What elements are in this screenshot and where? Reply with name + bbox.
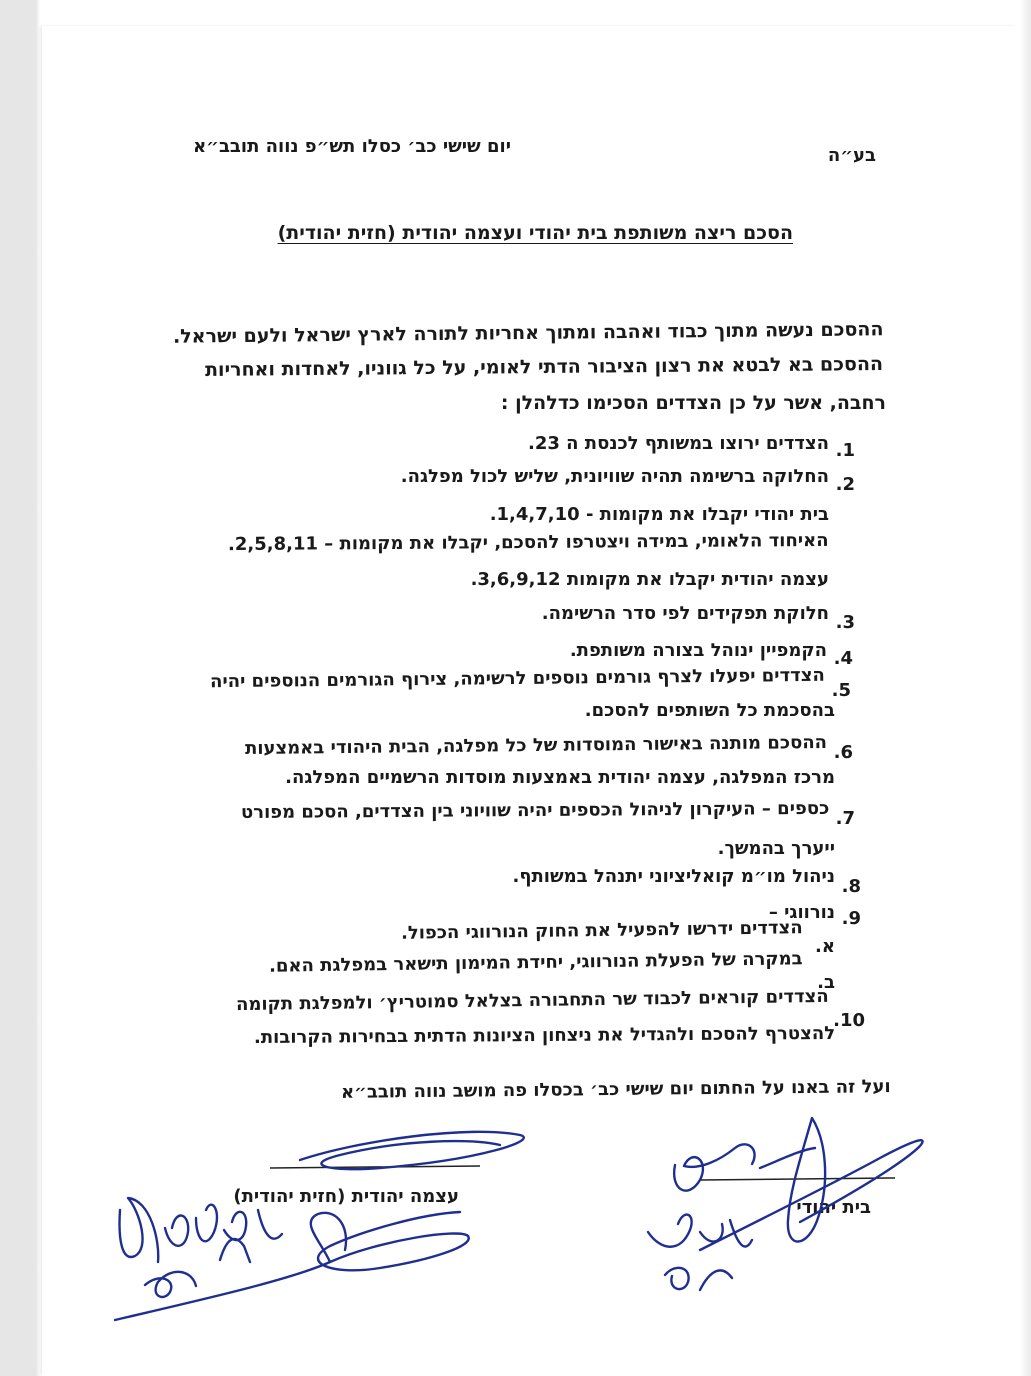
item-number: 1. [835, 440, 855, 461]
item-text: הקמפיין ינוהל בצורה משותפת. [569, 640, 827, 661]
item-number: 4. [833, 648, 853, 669]
intro-line-3: רחבה, אשר על כן הצדדים הסכימו כדלהלן : [500, 392, 886, 414]
item-text: הצדדים ירוצו במשותף לכנסת ה 23. [527, 433, 829, 454]
item-text: חלוקת תפקידים לפי סדר הרשימה. [541, 603, 829, 624]
document-title: הסכם ריצה משותפת בית יהודי ועצמה יהודית (חזית יהודית) [277, 222, 793, 244]
item-number: 10. [833, 1010, 865, 1031]
item-number: 9. [841, 908, 861, 929]
item-text: במקרה של הפעלת הנורווגי, יחידת המימון תישאר במפלגת האם. [269, 948, 804, 977]
item-number: 5. [831, 680, 851, 701]
item-number: א. [815, 936, 835, 957]
intro-line-2: ההסכם בא לבטא את רצון הציבור הדתי לאומי, על כל גווניו, לאחדות ואחריות [204, 353, 884, 381]
item-number: 2. [835, 474, 855, 495]
item-number: 7. [835, 808, 855, 829]
intro-line-1: ההסכם נעשה מתוך כבוד ואהבה ומתוך אחריות לתורה לארץ ישראל ולעם ישראל. [172, 318, 884, 348]
item-number: 8. [841, 876, 861, 897]
item-text: הצדדים יפעלו לצרף גורמים נוספים לרשימה, צירוף הגורמים הנוספים יהיה [210, 664, 826, 693]
signature-label-otzma: עצמה יהודית (חזית יהודית) [233, 1186, 459, 1207]
item-text: האיחוד הלאומי, במידה ויצטרפו להסכם, יקבלו את מקומות – 2,5,8,11. [228, 529, 830, 556]
item-text: מרכז המפלגה, עצמה יהודית באמצעות מוסדות הרשמיים המפלגה. [285, 767, 835, 788]
item-text: ייערך בהמשך. [717, 838, 835, 859]
item-text: ההסכם מותנה באישור המוסדות של כל מפלגה, הבית היהודי באמצעות [244, 731, 828, 760]
date-line: יום שישי כב׳ כסלו תש״פ נווה תובב״א [193, 136, 511, 157]
item-text: הצדדים ידרשו להפעיל את החוק הנורווגי הכפול. [401, 917, 804, 944]
besiyata-header: בע״ה [827, 145, 876, 166]
item-text: הצדדים קוראים לכבוד שר התחבורה בצלאל סמוטריץ׳ ולמפלגת תקומה [236, 985, 830, 1016]
item-number: 6. [833, 742, 853, 763]
closing-line: ועל זה באנו על החתום יום שישי כב׳ בכסלו פה מושב נווה תובב״א [341, 1076, 892, 1103]
item-text: החלוקה ברשימה תהיה שוויונית, שליש לכול מפלגה. [400, 466, 829, 487]
item-number: 3. [835, 612, 855, 633]
item-text: נורווגי – [768, 902, 835, 923]
item-number: ב. [817, 972, 835, 993]
item-text: כספים – העיקרון לניהול הכספים יהיה שוויוני בין הצדדים, הסכם מפורט [240, 797, 830, 824]
item-text: בית יהודי יקבלו את מקומות - 1,4,7,10. [489, 504, 829, 525]
item-text: להצטרף להסכם ולהגדיל את ניצחון הציונות הדתית בבחירות הקרובות. [253, 1022, 836, 1049]
item-text: ניהול מו״מ קואליציוני יתנהל במשותף. [512, 866, 835, 887]
signature-label-bayit-yehudi: בית יהודי [796, 1197, 871, 1218]
item-text: עצמה יהודית יקבלו את מקומות 3,6,9,12. [470, 569, 829, 590]
item-text: בהסכמת כל השותפים להסכם. [584, 700, 835, 721]
